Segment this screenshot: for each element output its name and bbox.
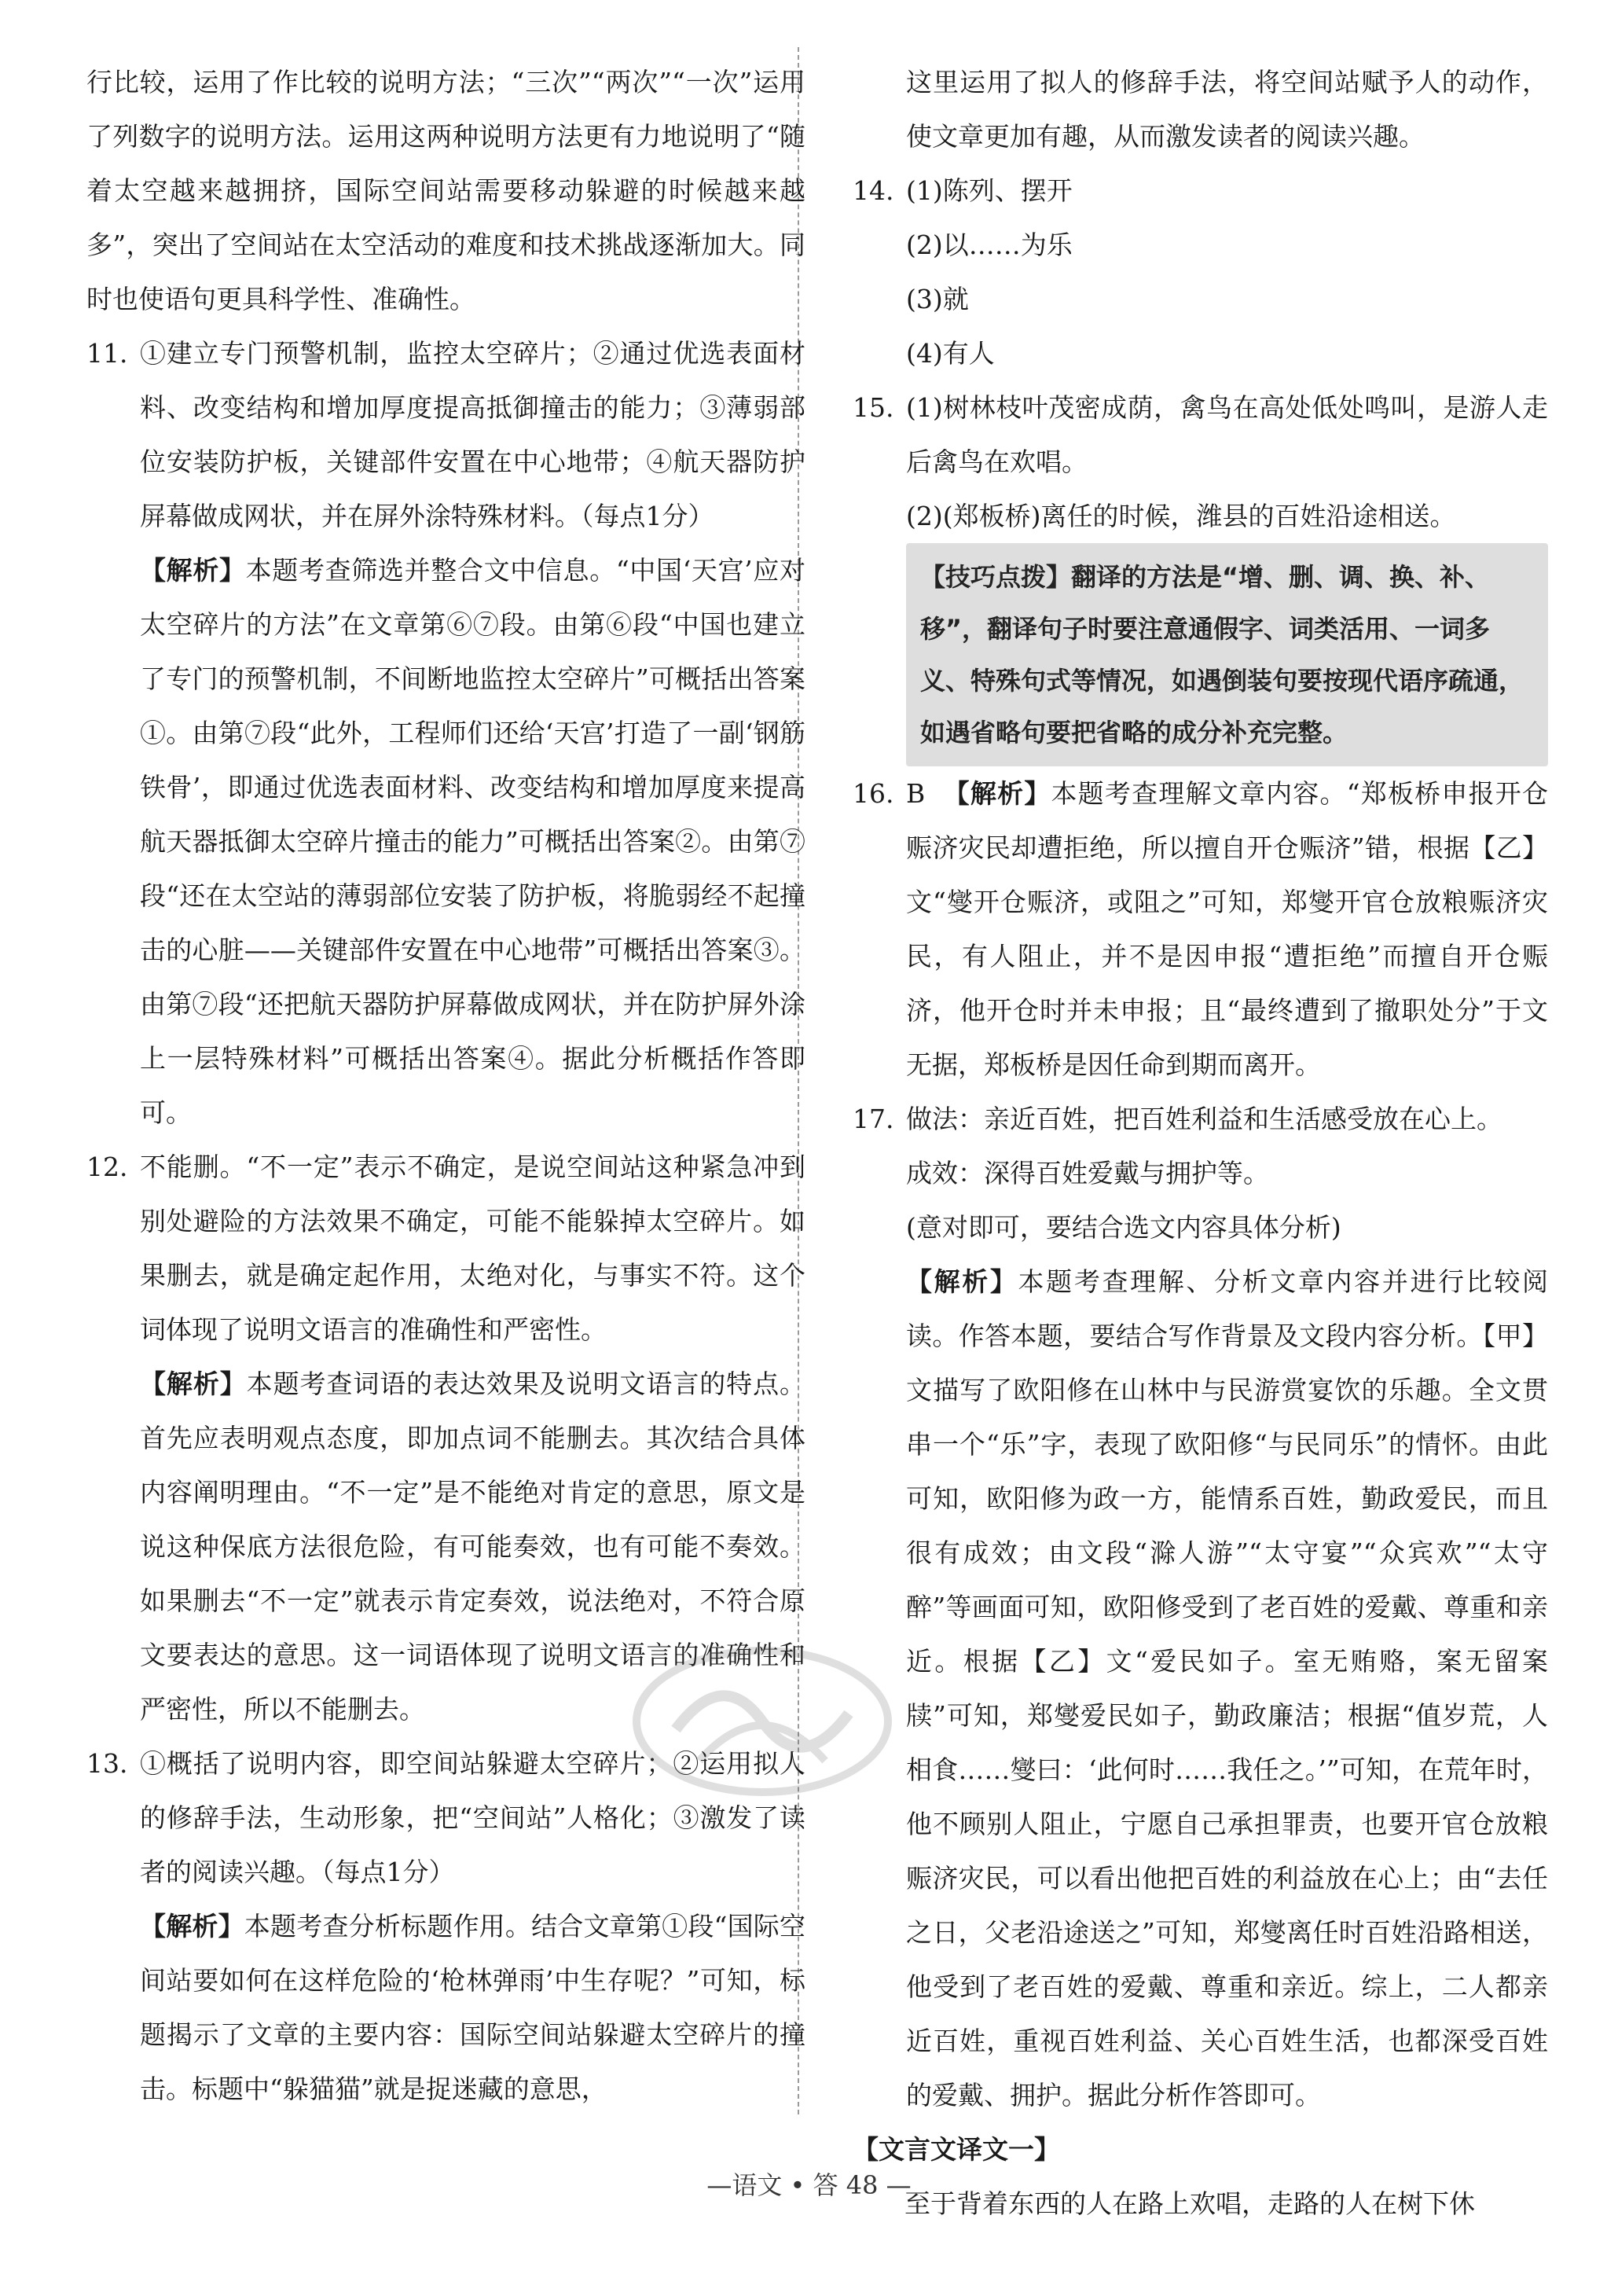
answer-text: (1)树林枝叶茂密成荫，禽鸟在高处低处鸣叫，是游人走后禽鸟在欢唱。 <box>906 392 1548 477</box>
analysis-text: 本题考查词语的表达效果及说明文语言的特点。首先应表明观点态度，即加点词不能删去。其次结合具体内容阐明理由。“不一定”是不能绝对肯定的意思，原文是说这种保底方法很危险，有可能奏效，也有可能不奏效。如果删去“不一定”就表示肯定奏效，说法绝对，不符合原文要表达的意思。这一词语体现了说明文语言的准确性和严密性，所以不能删去。 <box>140 1368 806 1725</box>
answer-item: (1)陈列、摆开 <box>906 175 1073 206</box>
question-17 <box>853 1092 1548 1255</box>
answer-text: 做法：亲近百姓，把百姓利益和生活感受放在心上。 <box>906 1104 1502 1134</box>
answer-choice: B <box>906 778 926 809</box>
question-number: 16. <box>853 778 894 809</box>
answer-text: (2)(郑板桥)离任的时候，潍县的百姓沿途相送。 <box>906 501 1456 531</box>
left-column <box>86 55 805 2116</box>
page-footer: —语文 • 答 48 — <box>706 2170 912 2200</box>
analysis-text: 本题考查分析标题作用。结合文章第①段“国际空间站要如何在这样危险的‘枪林弹雨’中生存呢？”可知，标题揭示了文章的主要内容：国际空间站躲避太空碎片的撞击。标题中“躲猫猫”就是捉迷藏的意思， <box>140 1911 806 2104</box>
analysis-11 <box>86 543 805 1140</box>
answer-text <box>906 766 1548 1092</box>
translation-heading: 【文言文译文一】 <box>853 2134 1060 2165</box>
answer-item: (4)有人 <box>906 338 995 369</box>
question-number: 17. <box>853 1104 894 1134</box>
answer-item: (2)以……为乐 <box>906 230 1073 260</box>
question-14 <box>853 163 1548 380</box>
question-11 <box>86 326 805 543</box>
analysis-text: 本题考查理解文章内容。“郑板桥申报开仓赈济灾民却遭拒绝，所以擅自开仓赈济”错，根据【乙】文“燮开仓赈济，或阻之”可知，郑燮开官仓放粮赈济灾民，有人阻止，并不是因申报“遭拒绝”而擅自开仓赈济，他开仓时并未申报；且“最终遭到了撤职处分”于文无据，郑板桥是因任命到期而离开。 <box>906 778 1548 1080</box>
question-16 <box>853 766 1548 1092</box>
analysis-tag: 【解析】 <box>140 1911 244 1941</box>
question-number: 14. <box>853 175 894 206</box>
q10-continuation: 行比较，运用了作比较的说明方法；“三次”“两次”“一次”运用了列数字的说明方法。运用这两种说明方法更有力地说明了“随着太空越来越拥挤，国际空间站需要移动躲避的时候越来越多”，突出了空间站在太空活动的难度和技术挑战逐渐加大。同时也使语句更具科学性、准确性。 <box>86 67 805 314</box>
analysis-tag: 【解析】 <box>140 1368 247 1399</box>
analysis-tag: 【解析】 <box>906 1266 1018 1297</box>
question-15 <box>853 380 1548 543</box>
answer-item: (3)就 <box>906 284 969 314</box>
question-number: 15. <box>853 392 894 423</box>
tip-box: 【技巧点拨】翻译的方法是“增、删、调、换、补、移”，翻译句子时要注意通假字、词类活用、一词多义、特殊句式等情况，如遇倒装句要按现代语序疏通，如遇省略句要把省略的成分补充完整。 <box>906 543 1548 766</box>
right-column <box>853 55 1548 2231</box>
watermark-stamp <box>629 1643 896 1800</box>
answer-text: ①建立专门预警机制，监控太空碎片；②通过优选表面材料、改变结构和增加厚度提高抵御撞击的能力；③薄弱部位安装防护板，关键部件安置在中心地带；④航天器防护屏幕做成网状，并在屏外涂特殊材料。（每点1分） <box>140 338 805 531</box>
answer-note: (意对即可，要结合选文内容具体分析) <box>906 1212 1341 1243</box>
analysis-text: 本题考查筛选并整合文中信息。“中国‘天宫’应对太空碎片的方法”在文章第⑥⑦段。由第⑥段“中国也建立了专门的预警机制，不间断地监控太空碎片”可概括出答案①。由第⑦段“此外，工程师们还给‘天宫’打造了一副‘钢筋铁骨’，即通过优选表面材料、改变结构和增加厚度来提高航天器抵御太空碎片撞击的能力”可概括出答案②。由第⑦段“还在太空站的薄弱部位安装了防护板，将脆弱经不起撞击的心脏——关键部件安置在中心地带”可概括出答案③。由第⑦段“还把航天器防护屏幕做成网状，并在防护屏外涂上一层特殊材料”可概括出答案④。据此分析概括作答即可。 <box>140 555 805 1128</box>
analysis-13 <box>86 1899 805 2116</box>
answer-text: 不能删。“不一定”表示不确定，是说空间站这种紧急冲到别处避险的方法效果不确定，可能不能躲掉太空碎片。如果删去，就是确定起作用，太绝对化，与事实不符。这个词体现了说明文语言的准确性和严密性。 <box>140 1152 805 1345</box>
question-12 <box>86 1140 805 1357</box>
question-number: 11. <box>86 338 128 369</box>
analysis-17 <box>853 1255 1548 2122</box>
answer-text: 成效：深得百姓爱戴与拥护等。 <box>906 1158 1269 1188</box>
translation-text: 至于背着东西的人在路上欢唱，走路的人在树下休 <box>904 2188 1475 2219</box>
question-number: 12. <box>86 1152 128 1182</box>
answer-text: ①概括了说明内容，即空间站躲避太空碎片；②运用拟人的修辞手法，生动形象，把“空间站”人格化；③激发了读者的阅读兴趣。（每点1分） <box>140 1748 805 1887</box>
q13-continuation: 这里运用了拟人的修辞手法，将空间站赋予人的动作，使文章更加有趣，从而激发读者的阅读兴趣。 <box>906 67 1548 152</box>
analysis-tag: 【解析】 <box>943 778 1051 809</box>
analysis-text: 本题考查理解、分析文章内容并进行比较阅读。作答本题，要结合写作背景及文段内容分析。【甲】文描写了欧阳修在山林中与民游赏宴饮的乐趣。全文贯串一个“乐”字，表现了欧阳修“与民同乐”的情怀。由此可知，欧阳修为政一方，能情系百姓，勤政爱民，而且很有成效；由文段“滁人游”“太守宴”“众宾欢”“太守醉”等画面可知，欧阳修受到了老百姓的爱戴、尊重和亲近。根据【乙】文“爱民如子。室无贿赂，案无留案牍”可知，郑燮爱民如子，勤政廉洁；根据“值岁荒，人相食……燮曰：‘此何时……我任之。’”可知，在荒年时，他不顾别人阻止，宁愿自己承担罪责，也要开官仓放粮赈济灾民，可以看出他把百姓的利益放在心上；由“去任之日，父老沿途送之”可知，郑燮离任时百姓沿路相送，他受到了老百姓的爱戴、尊重和亲近。综上，二人都亲近百姓，重视百姓利益、关心百姓生活，也都深受百姓的爱戴、拥护。据此分析作答即可。 <box>906 1266 1549 2110</box>
question-number: 13. <box>86 1748 128 1779</box>
analysis-tag: 【解析】 <box>140 555 246 586</box>
